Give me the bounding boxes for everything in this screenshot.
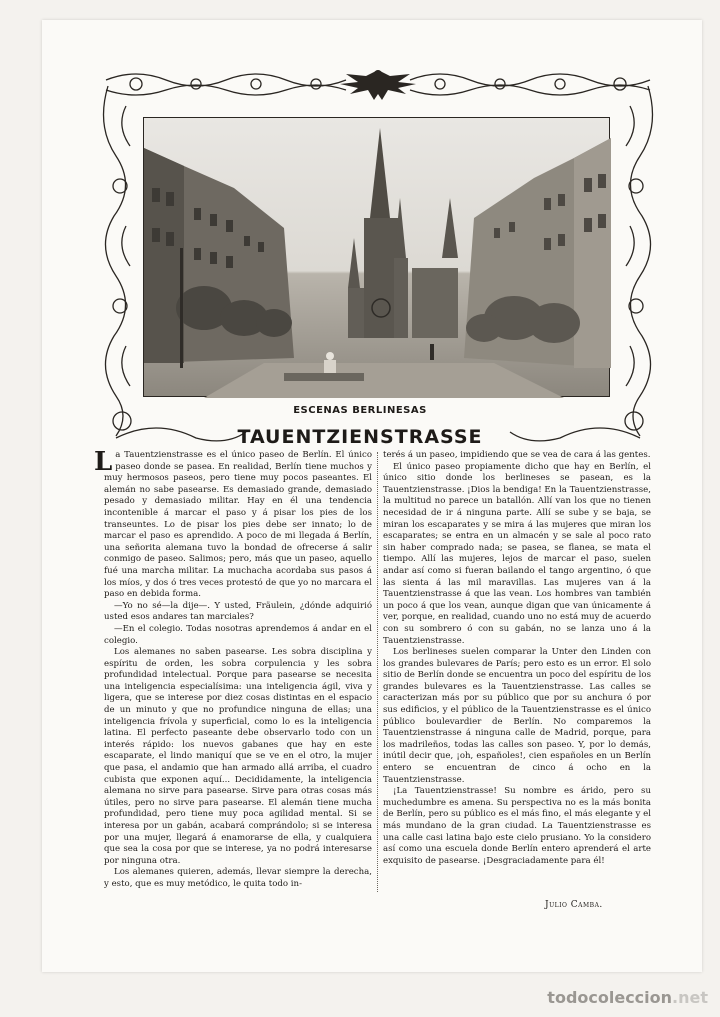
paragraph: ¡La Tauentzienstrasse! Su nombre es árido, pero su muchedumbre es amena. Su perspectiva no es la más bonita de Berlín, pero su público es el más fino, el más elegante y el más mundano de la gran ciudad. La Tauentzienstrasse es una calle casi latina bajo este cielo prusiano. Yo la considero así como una escuela donde Berlín entero aprenderá el arte exquisito de pasearse. ¡Desgraciadamente para él!	[383, 786, 651, 866]
drop-cap: L	[94, 447, 113, 477]
column-divider	[377, 452, 379, 892]
paragraph: Los alemanes no saben pasearse. Les sobra disciplina y espíritu de orden, les sobra corpulencia y les sobra profundidad intelectual. Porque para pasearse se necesita una inteligencia especialísima: una inteligencia ágil, viva y ligera, que se interese por diez cosas distintas en el espacio de un minuto y que no profundice ninguna de ellas; una inteligencia frívola y superficial, como lo es la inteligencia latina. El perfecto paseante debe observarlo todo con un interés rápido: los nuevos gabanes que hay en este escaparate, el lindo maniquí que se ve en el otro, la mujer que pasa, el andamio que han armado allá arriba, el cuadro cubista que exponen aquí... Decididamente, la inteligencia alemana no sirve para pasearse. Sirve para otras cosas más útiles, pero no sirve para pasearse. El alemán tiene mucha profundidad, pero tiene muy poca agilidad mental. Si se interesa por un gabán, acabará comprándolo; si se interesa por una mujer, llegará á enamorarse de ella, y cualquiera que sea la cosa por que se interese, ya no podrá interesarse por ninguna otra.	[104, 647, 372, 866]
paragraph: La Tauentzienstrasse es el único paseo de Berlín. El único paseo donde se pasea. En realidad, Berlín tiene muchos y muy hermosos paseos, pero tiene muy pocos paseantes. El alemán no sabe pasearse. Es demasiado grande, demasiado pesado y demasiado militar. Hay en él una tendencia incontenible á marcar el paso y á pisar los pies de los transeuntes. Lo de pisar los pies debe ser innato; lo de marcar el paso es aprendido. A poco de mi llegada á Berlín, una señorita alemana tuvo la bondad de ofrecerse á salir conmigo de paseo. Salimos; pero, más que un paseo, aquello fué una marcha militar. La muchacha acordaba sus pasos á los míos, y dos ó tres veces protestó de que yo no marcara el paso en debida forma.	[94, 447, 372, 600]
author-signature: Julio Camba.	[545, 900, 603, 910]
paragraph: Los alemanes quieren, además, llevar siempre la derecha, y esto, que es muy metódico, le quita todo in-	[104, 867, 372, 889]
section-caption: ESCENAS BERLINESAS	[293, 405, 427, 416]
site-watermark: todocoleccion.net	[547, 988, 708, 1007]
paragraph: —En el colegio. Todas nosotras aprendemos á andar en el colegio.	[104, 623, 372, 646]
street-photograph	[143, 117, 610, 397]
right-text-column	[383, 450, 651, 900]
paragraph: El único paseo propiamente dicho que hay en Berlín, el único sitio donde los berlineses se pasean, es la Tauentzienstrasse. ¡Dios la bendiga! En la Tauentzienstrasse, la multitud no parece un batallón. Allí van los que no tienen necesidad de ir á ninguna parte. Allí se sube y se baja, se miran los escaparates y se mira á las mujeres que miran los escaparates; se entra en un almacén y se sale al poco rato sin haber comprado nada; se pasea, se flanea, se mata el tiempo. Allí las mujeres, lejos de marcar el paso, suelen andar así como si fueran bailando el tango argentino, ó que las sienta á las mil maravillas. Las mujeres van á la Tauentzienstrasse á que las vean. Los hombres van también un poco á que los vean, aunque digan que van únicamente á ver, porque, en realidad, cuando uno no está muy de acuerdo con su sombrero ó con su gabán, no se lanza uno á la Tauentzienstrasse.	[383, 461, 651, 646]
article-title: TAUENTZIENSTRASSE	[237, 426, 483, 448]
left-text-column	[94, 447, 372, 890]
paragraph: terés á un paseo, impidiendo que se vea de cara á las gentes.	[383, 450, 651, 460]
paragraph: —Yo no sé—la dije—. Y usted, Fräulein, ¿dónde adquirió usted esos andares tan marciales?	[104, 600, 372, 623]
paragraph: Los berlineses suelen comparar la Unter den Linden con los grandes bulevares de París; pero esto es un error. El solo sitio de Berlín donde se encuentra un poco del espíritu de los grandes bulevares es la Tauentzienstrasse. Las calles se caracterizan más por su público que por su anchura ó por sus edificios, y el público de la Tauentzienstrasse es el único público boulevardier de Berlín. No comparemos la Tauentzienstrasse á ninguna calle de Madrid, porque, para los madrileños, todas las calles son paseo. Y, por lo demás, inútil decir que, ¡oh, españoles!, cien españoles en un Berlín entero se encuentran de cinco á ocho en la Tauentzienstrasse.	[383, 647, 651, 785]
